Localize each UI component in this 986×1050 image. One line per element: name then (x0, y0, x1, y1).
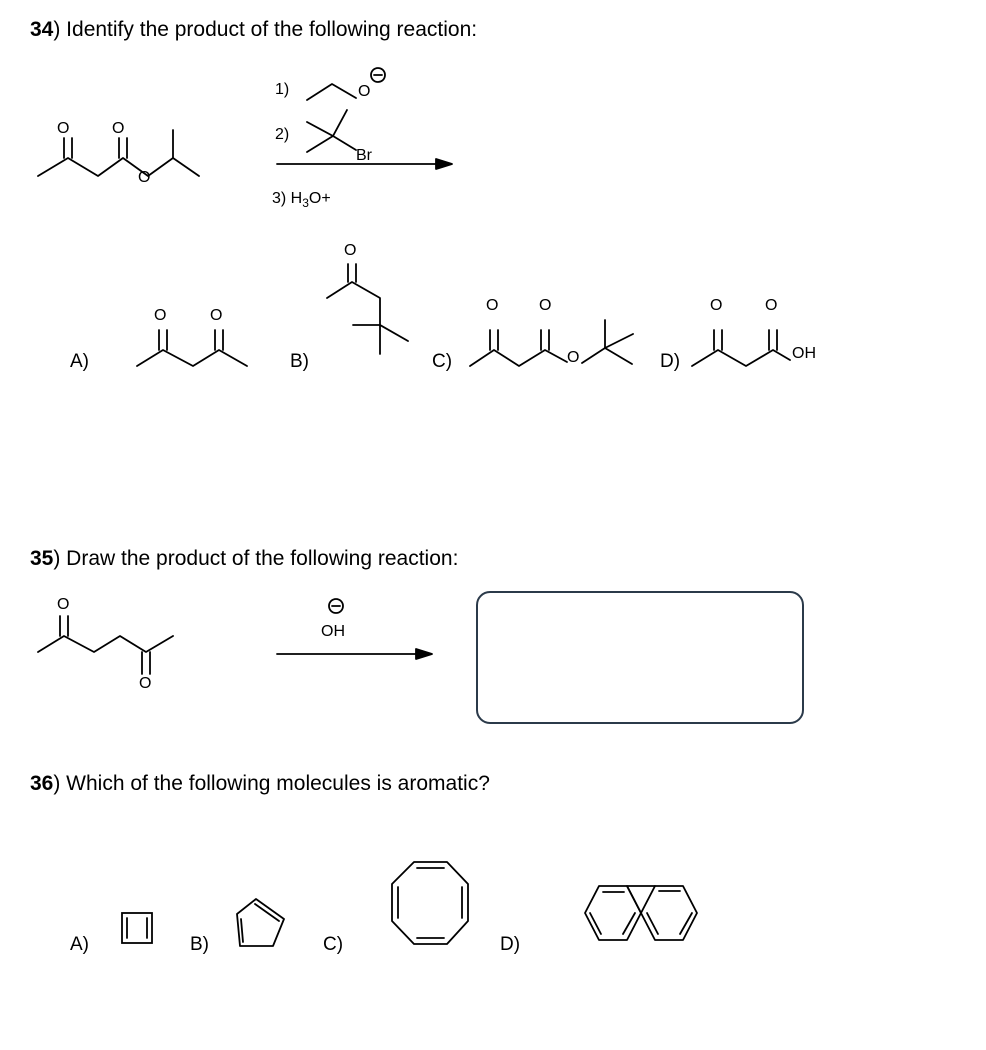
question-number: 34 (30, 18, 54, 41)
option-b-label[interactable]: B) (190, 934, 209, 955)
question-text: ) Identify the product of the following reaction: (53, 18, 478, 41)
reagent-step-2: 2) (275, 126, 290, 143)
reaction-arrow-35 (277, 649, 432, 659)
option-a-structure (137, 330, 247, 366)
hydroxide-charge (329, 599, 343, 613)
atom-label-o: O (154, 307, 167, 324)
atom-label-o: O (138, 169, 151, 186)
question-number: 35 (30, 547, 54, 570)
atom-label-o: O (486, 297, 499, 314)
question-35-title (30, 547, 458, 571)
option-c-label[interactable]: C) (432, 351, 453, 372)
reagent-step-3: 3) $H_3O+$ (272, 190, 331, 211)
reagent-ethoxide (307, 68, 385, 100)
option-b-cyclopentadiene (237, 899, 284, 946)
atom-label-o: O (344, 242, 357, 259)
atom-label-oh: OH (792, 345, 816, 362)
option-d-naphthalene (585, 886, 697, 940)
question-36-title (30, 772, 490, 796)
option-a-cyclobutadiene (122, 913, 152, 943)
atom-label-o: O (539, 297, 552, 314)
atom-label-o: O (710, 297, 723, 314)
question-text: ) Draw the product of the following reaction: (53, 547, 459, 570)
atom-label-o: O (765, 297, 778, 314)
option-d-label[interactable]: D) (500, 934, 521, 955)
atom-label-o: O (139, 675, 152, 692)
option-a-label[interactable]: A) (70, 351, 89, 372)
atom-label-o: O (210, 307, 223, 324)
atom-label-o: O (567, 349, 580, 366)
atom-label-o: O (57, 596, 70, 613)
option-b-structure (327, 264, 408, 354)
option-c-structure (470, 320, 633, 366)
option-c-cyclooctatetraene (392, 862, 468, 944)
option-a-label[interactable]: A) (70, 934, 89, 955)
atom-label-br: Br (356, 147, 372, 164)
reagent-step-1: 1) (275, 81, 290, 98)
option-d-structure (692, 330, 790, 366)
atom-label-o: O (57, 120, 70, 137)
starting-material-diketone (38, 616, 173, 674)
answer-drawing-box[interactable] (476, 591, 804, 724)
atom-label-o: O (358, 83, 371, 100)
atom-label-o: O (112, 120, 125, 137)
reagent-hydroxide: OH (321, 623, 345, 640)
reagent-tert-butyl-bromide (307, 110, 356, 152)
question-number: 36 (30, 772, 54, 795)
option-c-label[interactable]: C) (323, 934, 344, 955)
question-text: ) Which of the following molecules is aromatic? (53, 772, 490, 795)
option-d-label[interactable]: D) (660, 351, 681, 372)
option-b-label[interactable]: B) (290, 351, 309, 372)
